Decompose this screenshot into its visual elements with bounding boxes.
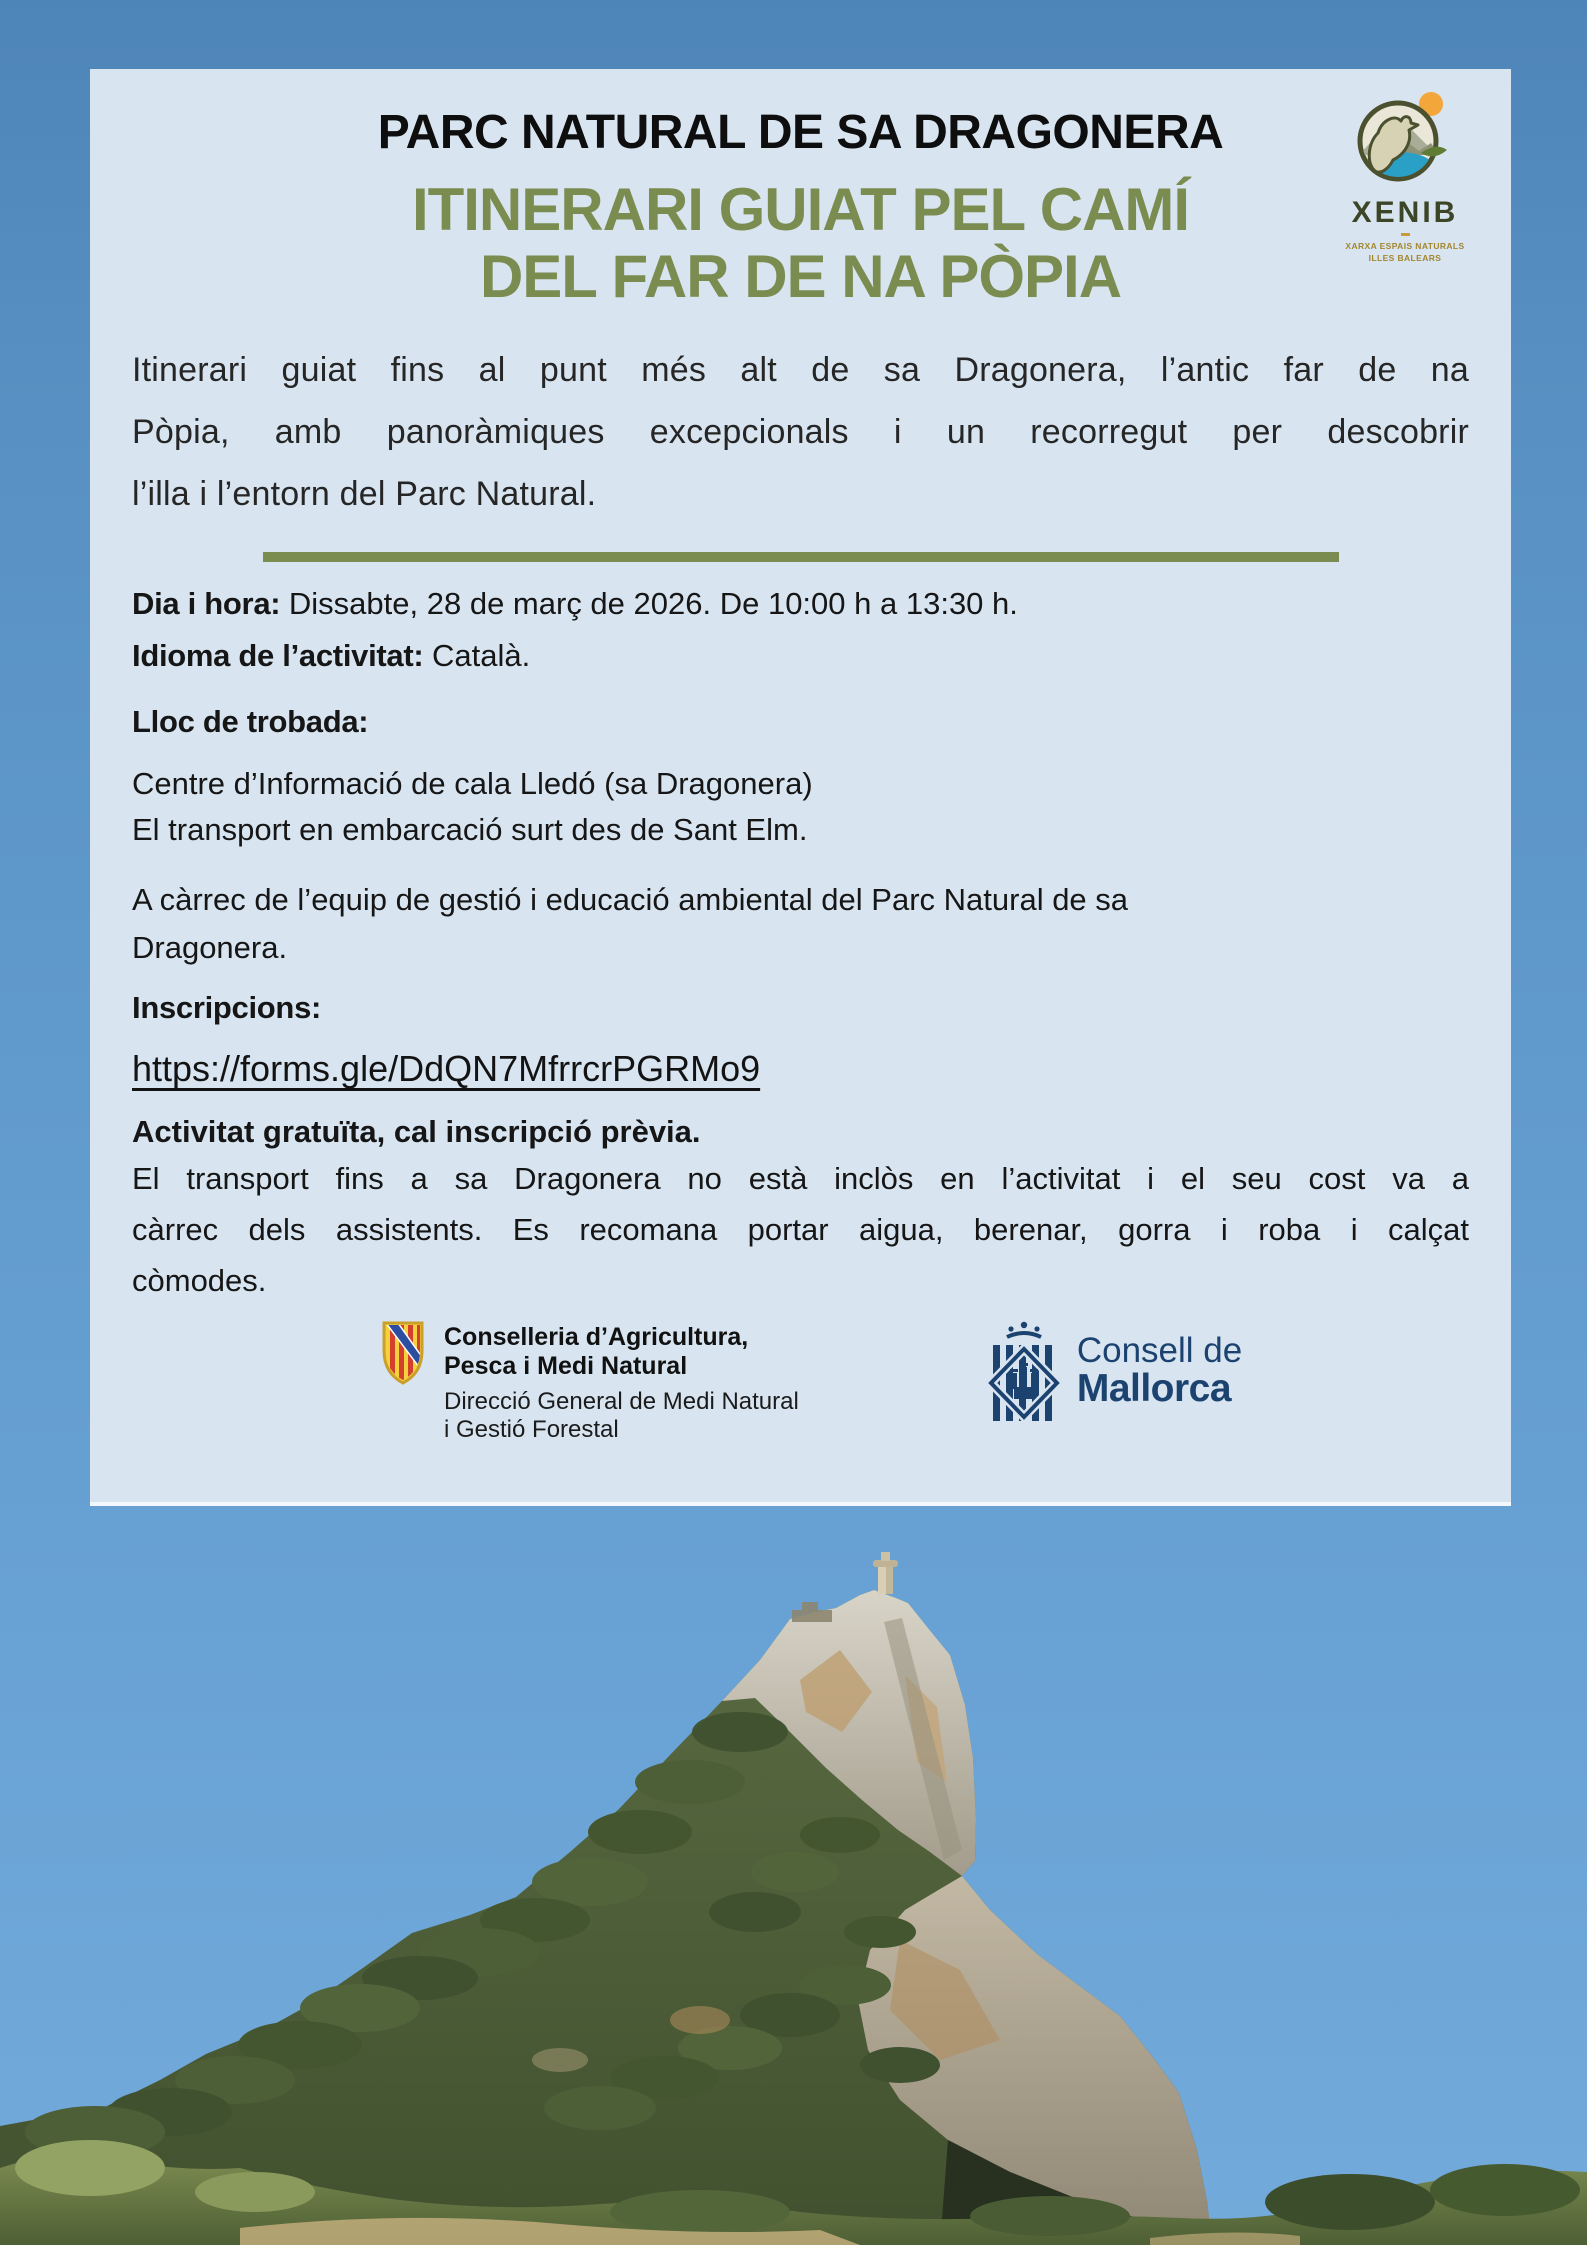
conselleria-bold-line1: Conselleria d’Agricultura, [444, 1322, 749, 1351]
date-time-label: Dia i hora: [132, 586, 281, 621]
language-value: Català. [432, 638, 531, 673]
organizer-line1: A càrrec de l’equip de gestió i educació ambiental del Parc Natural de sa [132, 882, 1129, 917]
meeting-point-line1: Centre d’Informació de cala Lledó (sa Dragonera) [132, 766, 813, 801]
language-label: Idioma de l’activitat: [132, 638, 424, 673]
conselleria-reg-line1: Direcció General de Medi Natural [444, 1387, 799, 1415]
conselleria-logo [378, 1321, 799, 1446]
consell-emblem-icon [987, 1321, 1061, 1425]
xenib-emblem-icon [1345, 91, 1465, 189]
free-activity-note: Activitat gratuïta, cal inscripció prèvia. [132, 1114, 701, 1150]
card-bottom-highlight [90, 1502, 1511, 1506]
transport-note-line: còmodes. [132, 1262, 267, 1298]
consell-text [1077, 1321, 1242, 1411]
organizer-line2: Dragonera. [132, 930, 288, 966]
meeting-point-line2: El transport en embarcació surt des de Sant Elm. [132, 812, 808, 847]
language-row [132, 638, 1469, 674]
intro-paragraph [132, 340, 1469, 526]
organizer-paragraph [132, 876, 1469, 972]
conselleria-reg-line2: i Gestió Forestal [444, 1416, 619, 1444]
summit-ruin [792, 1602, 832, 1622]
registration-label: Inscripcions: [132, 990, 322, 1026]
xenib-dash [1401, 233, 1410, 236]
intro-line: l’illa i l’entorn del Parc Natural. [132, 475, 597, 514]
conselleria-text [444, 1321, 799, 1446]
mountain-photo [0, 1500, 1587, 2245]
consell-mallorca-logo [987, 1321, 1242, 1425]
intro-line: Pòpia, amb panoràmiques excepcionals i un recorregut per descobrir [132, 413, 1469, 452]
transport-note-line: càrrec dels assistents. Es recomana portar aigua, berenar, gorra i roba i calçat [132, 1211, 1469, 1247]
activity-title [132, 176, 1469, 310]
balearic-shield-icon [378, 1321, 428, 1385]
date-time-row [132, 586, 1469, 622]
xenib-tagline-2: ILLES BALEARS [1368, 253, 1442, 264]
section-divider [263, 552, 1339, 562]
meeting-point-label: Lloc de trobada: [132, 704, 369, 739]
date-time-value: Dissabte, 28 de març de 2026. De 10:00 h a 13:30 h. [288, 586, 1018, 621]
park-name-heading: PARC NATURAL DE SA DRAGONERA [377, 106, 1224, 159]
transport-note [132, 1154, 1469, 1306]
institution-logos [132, 1321, 1469, 1446]
consell-line2: Mallorca [1076, 1367, 1232, 1411]
registration-link-row [132, 1048, 1469, 1090]
transport-note-line: El transport fins a sa Dragonera no està inclòs en l’activitat i el seu cost va a [132, 1161, 1469, 1197]
intro-line: Itinerari guiat fins al punt més alt de sa Dragonera, l’antic far de na [132, 351, 1469, 390]
conselleria-bold-line2: Pesca i Medi Natural [444, 1352, 688, 1381]
xenib-tagline-1: XARXA ESPAIS NATURALS [1345, 241, 1465, 251]
registration-link[interactable]: https://forms.gle/DdQN7MfrrcrPGRMo9 [132, 1048, 761, 1090]
consell-line1: Consell de [1076, 1330, 1243, 1370]
xenib-name: XENIB [1351, 196, 1459, 229]
activity-title-line2: DEL FAR DE NA PÒPIA [479, 243, 1122, 311]
poster-card [90, 69, 1511, 1502]
activity-title-line1: ITINERARI GUIAT PEL CAMÍ [411, 176, 1190, 243]
xenib-logo [1345, 91, 1465, 265]
lighthouse [873, 1552, 898, 1594]
